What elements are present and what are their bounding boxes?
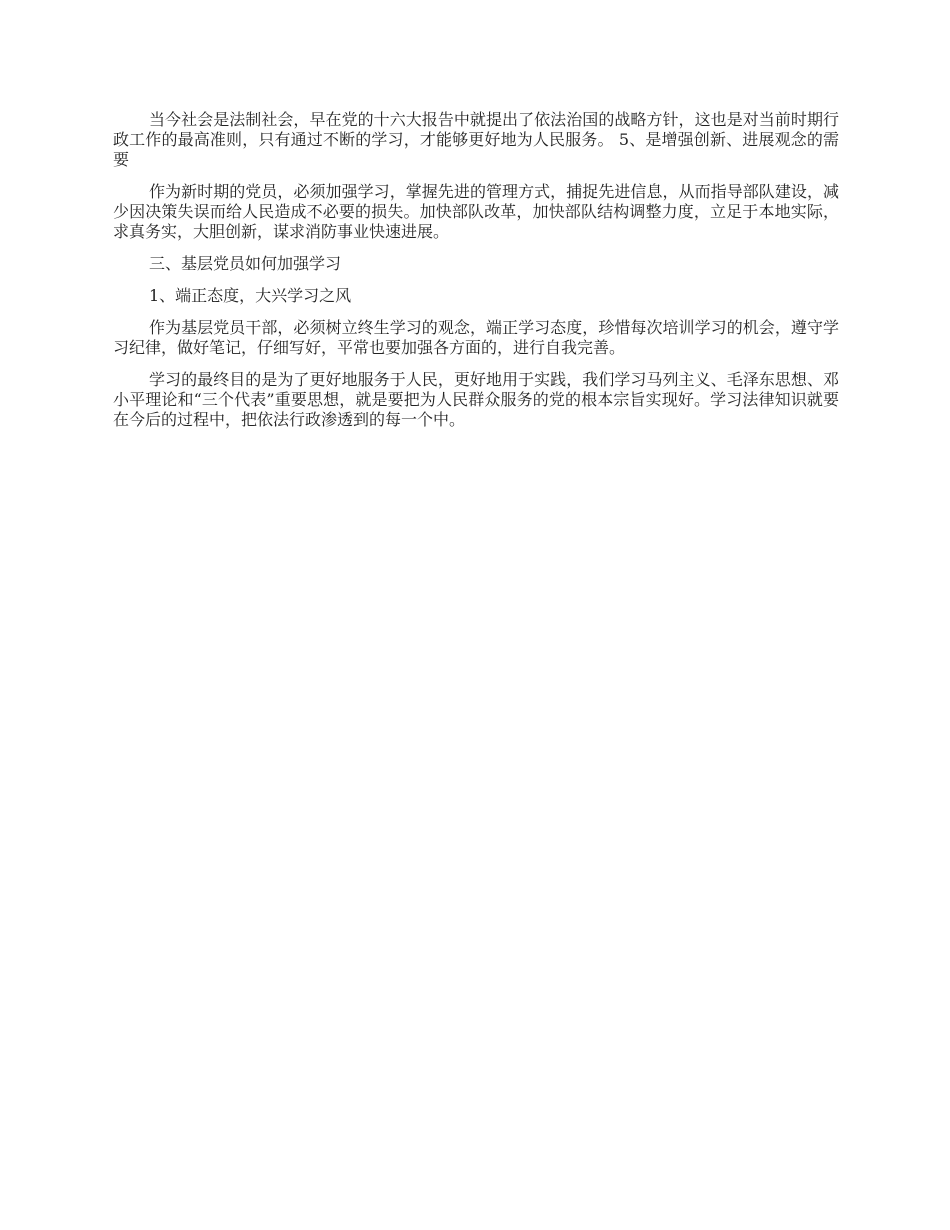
document-body [113, 110, 839, 442]
paragraph-rule-of-law: 当今社会是法制社会，早在党的十六大报告中就提出了依法治国的战略方针，这也是对当前时期行政工作的最高准则，只有通过不断的学习，才能够更好地为人民服务。 5、是增强创新、进展观念的需要 [113, 110, 839, 169]
paragraph-lifelong-learning: 作为基层党员干部，必须树立终生学习的观念，端正学习态度，珍惜每次培训学习的机会，遵守学习纪律，做好笔记，仔细写好，平常也要加强各方面的，进行自我完善。 [113, 318, 839, 357]
paragraph-purpose-of-study: 学习的最终目的是为了更好地服务于人民，更好地用于实践，我们学习马列主义、毛泽东思想、邓小平理论和“三个代表”重要思想，就是要把为人民群众服务的党的根本宗旨实现好。学习法律知识就要在今后的过程中，把依法行政渗透到的每一个中。 [113, 370, 839, 429]
subheading-correct-attitude: 1、端正态度，大兴学习之风 [149, 286, 352, 305]
paragraph-new-era-members: 作为新时期的党员，必须加强学习，掌握先进的管理方式，捕捉先进信息，从而指导部队建设，减少因决策失误而给人民造成不必要的损失。加快部队改革，加快部队结构调整力度，立足于本地实际，求真务实，大胆创新，谋求消防事业快速进展。 [113, 182, 839, 241]
section-heading-how-to-study: 三、基层党员如何加强学习 [149, 254, 342, 273]
